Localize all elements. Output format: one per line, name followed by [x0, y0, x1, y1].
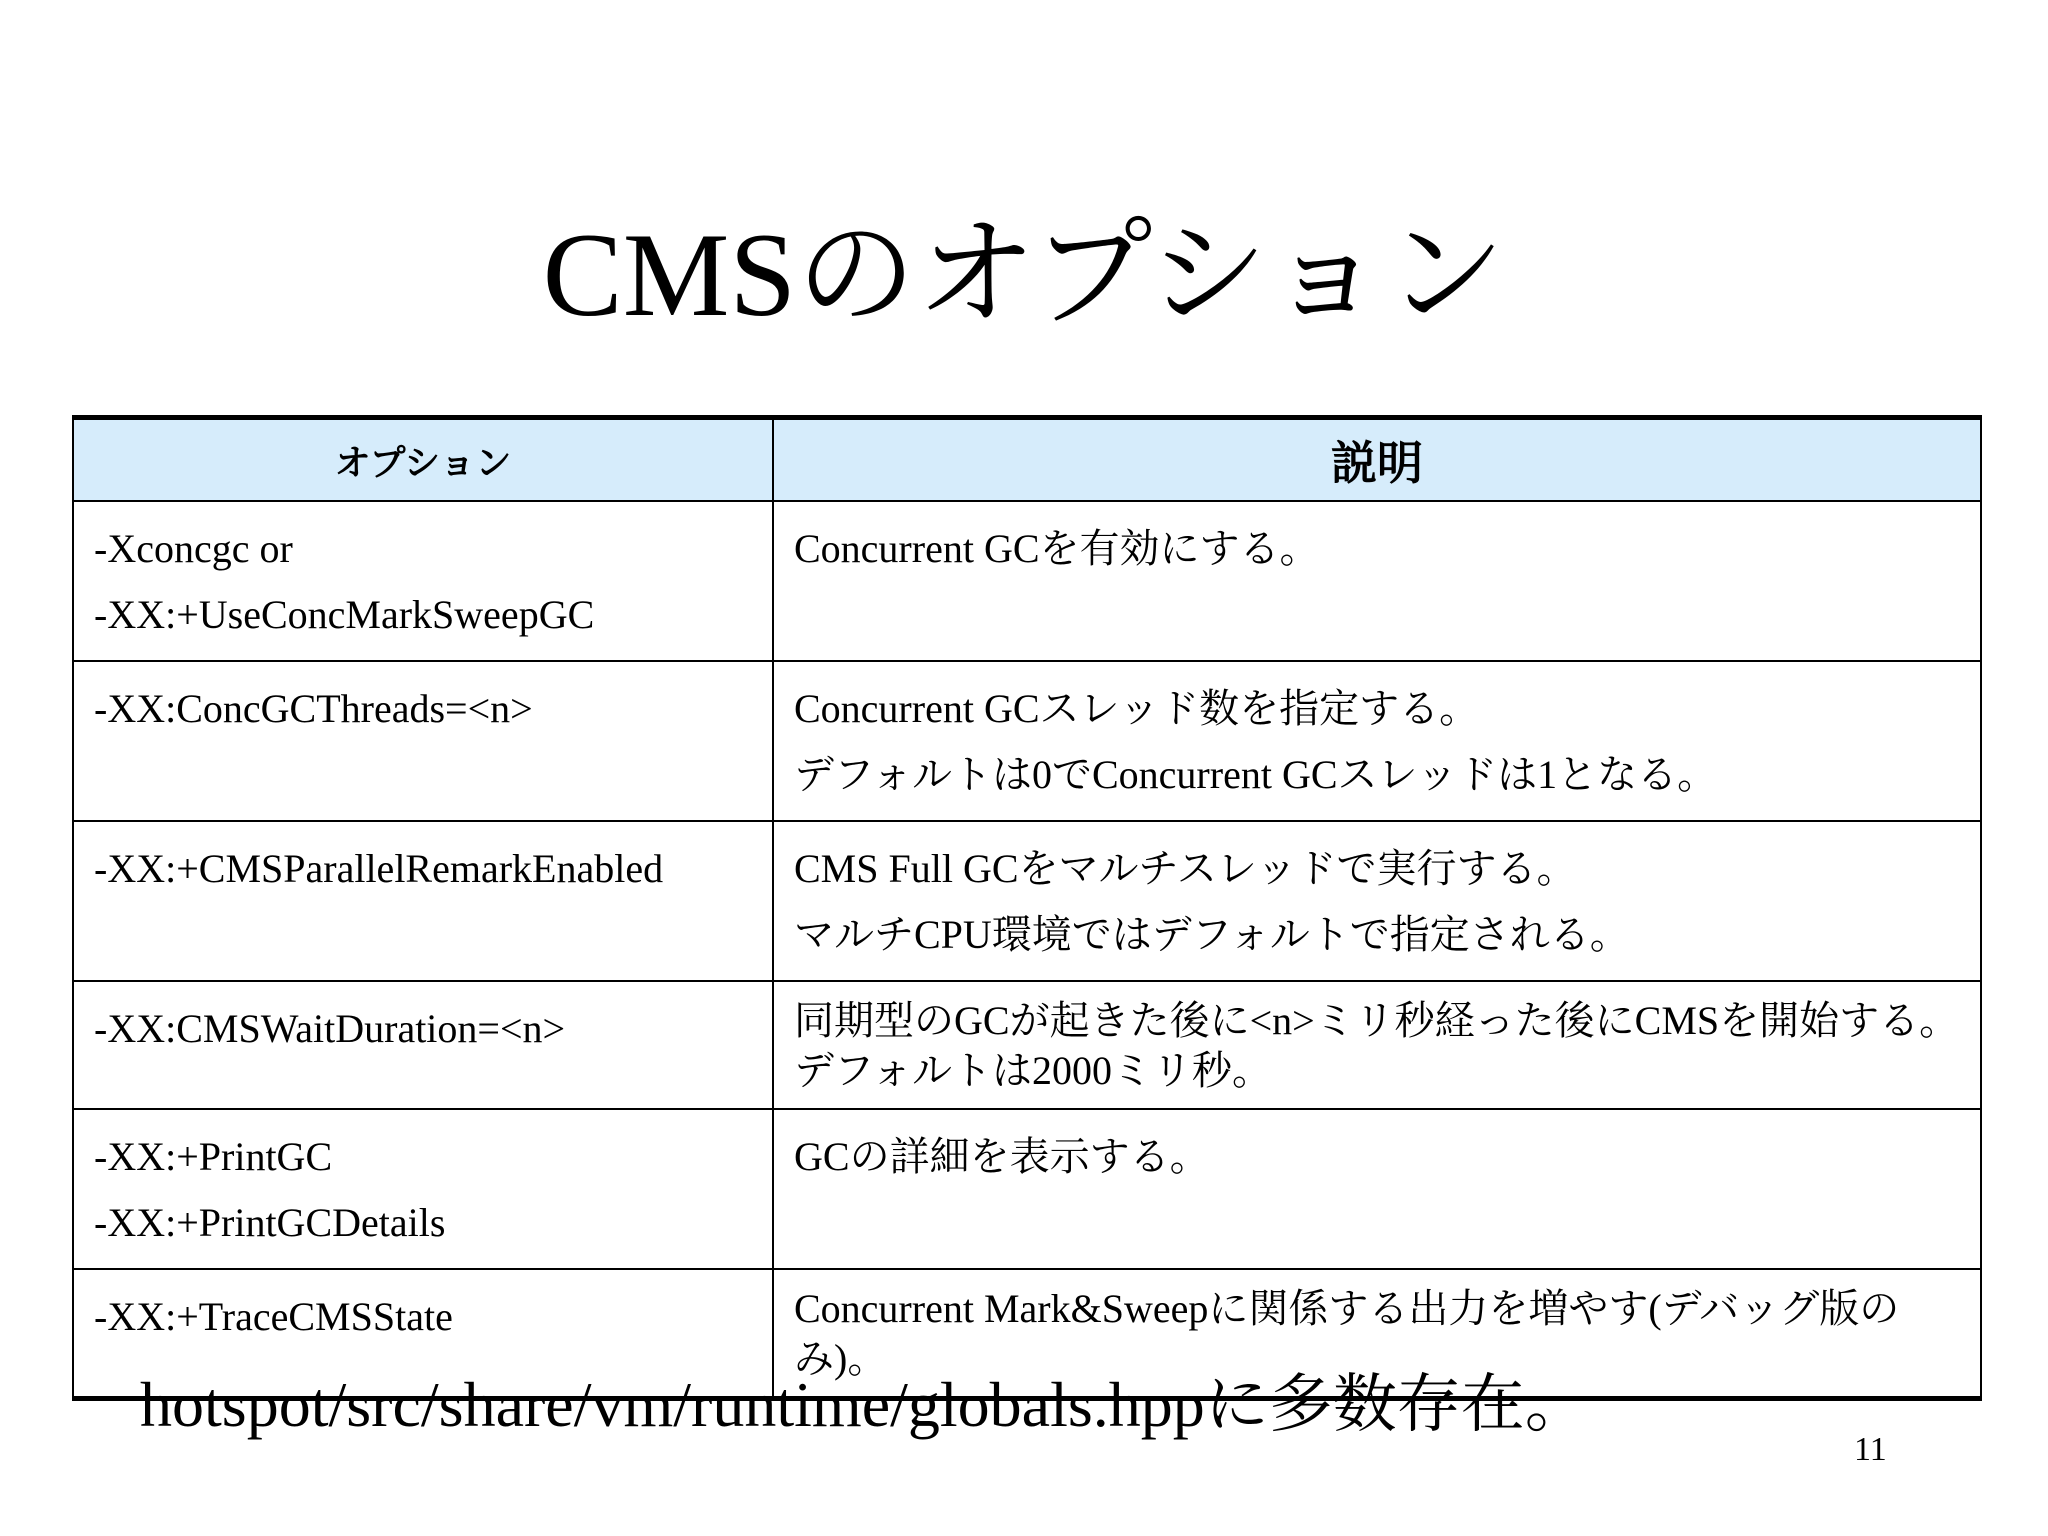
- option-cell: [73, 1109, 773, 1269]
- option-cell: [73, 821, 773, 981]
- description-cell: [773, 821, 1981, 981]
- table-row: [73, 1109, 1981, 1269]
- option-text: -XX:+PrintGCDetails: [94, 1200, 446, 1245]
- option-text: -XX:ConcGCThreads=<n>: [94, 686, 533, 731]
- description-cell: [773, 981, 1981, 1109]
- description-text: CMS Full GCをマルチスレッドで実行する。: [794, 846, 1577, 891]
- description-cell: [773, 501, 1981, 661]
- table-row: [73, 981, 1981, 1109]
- column-header-description: 説明: [773, 418, 1981, 502]
- footer-note: hotspot/src/share/vm/runtime/globals.hppに多数存在。: [140, 1369, 1589, 1440]
- description-text: GCの詳細を表示する。: [794, 1134, 1210, 1179]
- option-text: -Xconcgc or: [94, 526, 293, 571]
- option-cell: [73, 661, 773, 821]
- description-text: 同期型のGCが起きた後に<n>ミリ秒経った後にCMSを開始する。デフォルトは2000ミリ秒。: [794, 998, 1960, 1093]
- slide-title: CMSのオプション: [542, 208, 1506, 341]
- table-row: [73, 661, 1981, 821]
- option-text: -XX:+PrintGC: [94, 1134, 333, 1179]
- description-text: Concurrent Mark&Sweepに関係する出力を増やす(デバッグ版のみ)。: [794, 1286, 1900, 1381]
- option-text: -XX:+CMSParallelRemarkEnabled: [94, 846, 664, 891]
- option-cell: [73, 981, 773, 1109]
- option-cell: [73, 501, 773, 661]
- options-table: [72, 415, 1982, 1401]
- description-text: Concurrent GCを有効にする。: [794, 526, 1320, 571]
- table-header-row: [73, 418, 1981, 502]
- description-text: デフォルトは0でConcurrent GCスレッドは1となる。: [794, 752, 1718, 797]
- option-text: -XX:+TraceCMSState: [94, 1294, 453, 1339]
- table-row: [73, 821, 1981, 981]
- description-text: Concurrent GCスレッド数を指定する。: [794, 686, 1480, 731]
- option-text: -XX:+UseConcMarkSweepGC: [94, 592, 595, 637]
- description-cell: [773, 661, 1981, 821]
- description-text: マルチCPU環境ではデフォルトで指定される。: [794, 912, 1630, 957]
- option-text: -XX:CMSWaitDuration=<n>: [94, 1006, 566, 1051]
- column-header-option: オプション: [73, 418, 773, 502]
- description-cell: [773, 1109, 1981, 1269]
- page-number: 11: [1854, 1431, 1887, 1468]
- table-row: [73, 501, 1981, 661]
